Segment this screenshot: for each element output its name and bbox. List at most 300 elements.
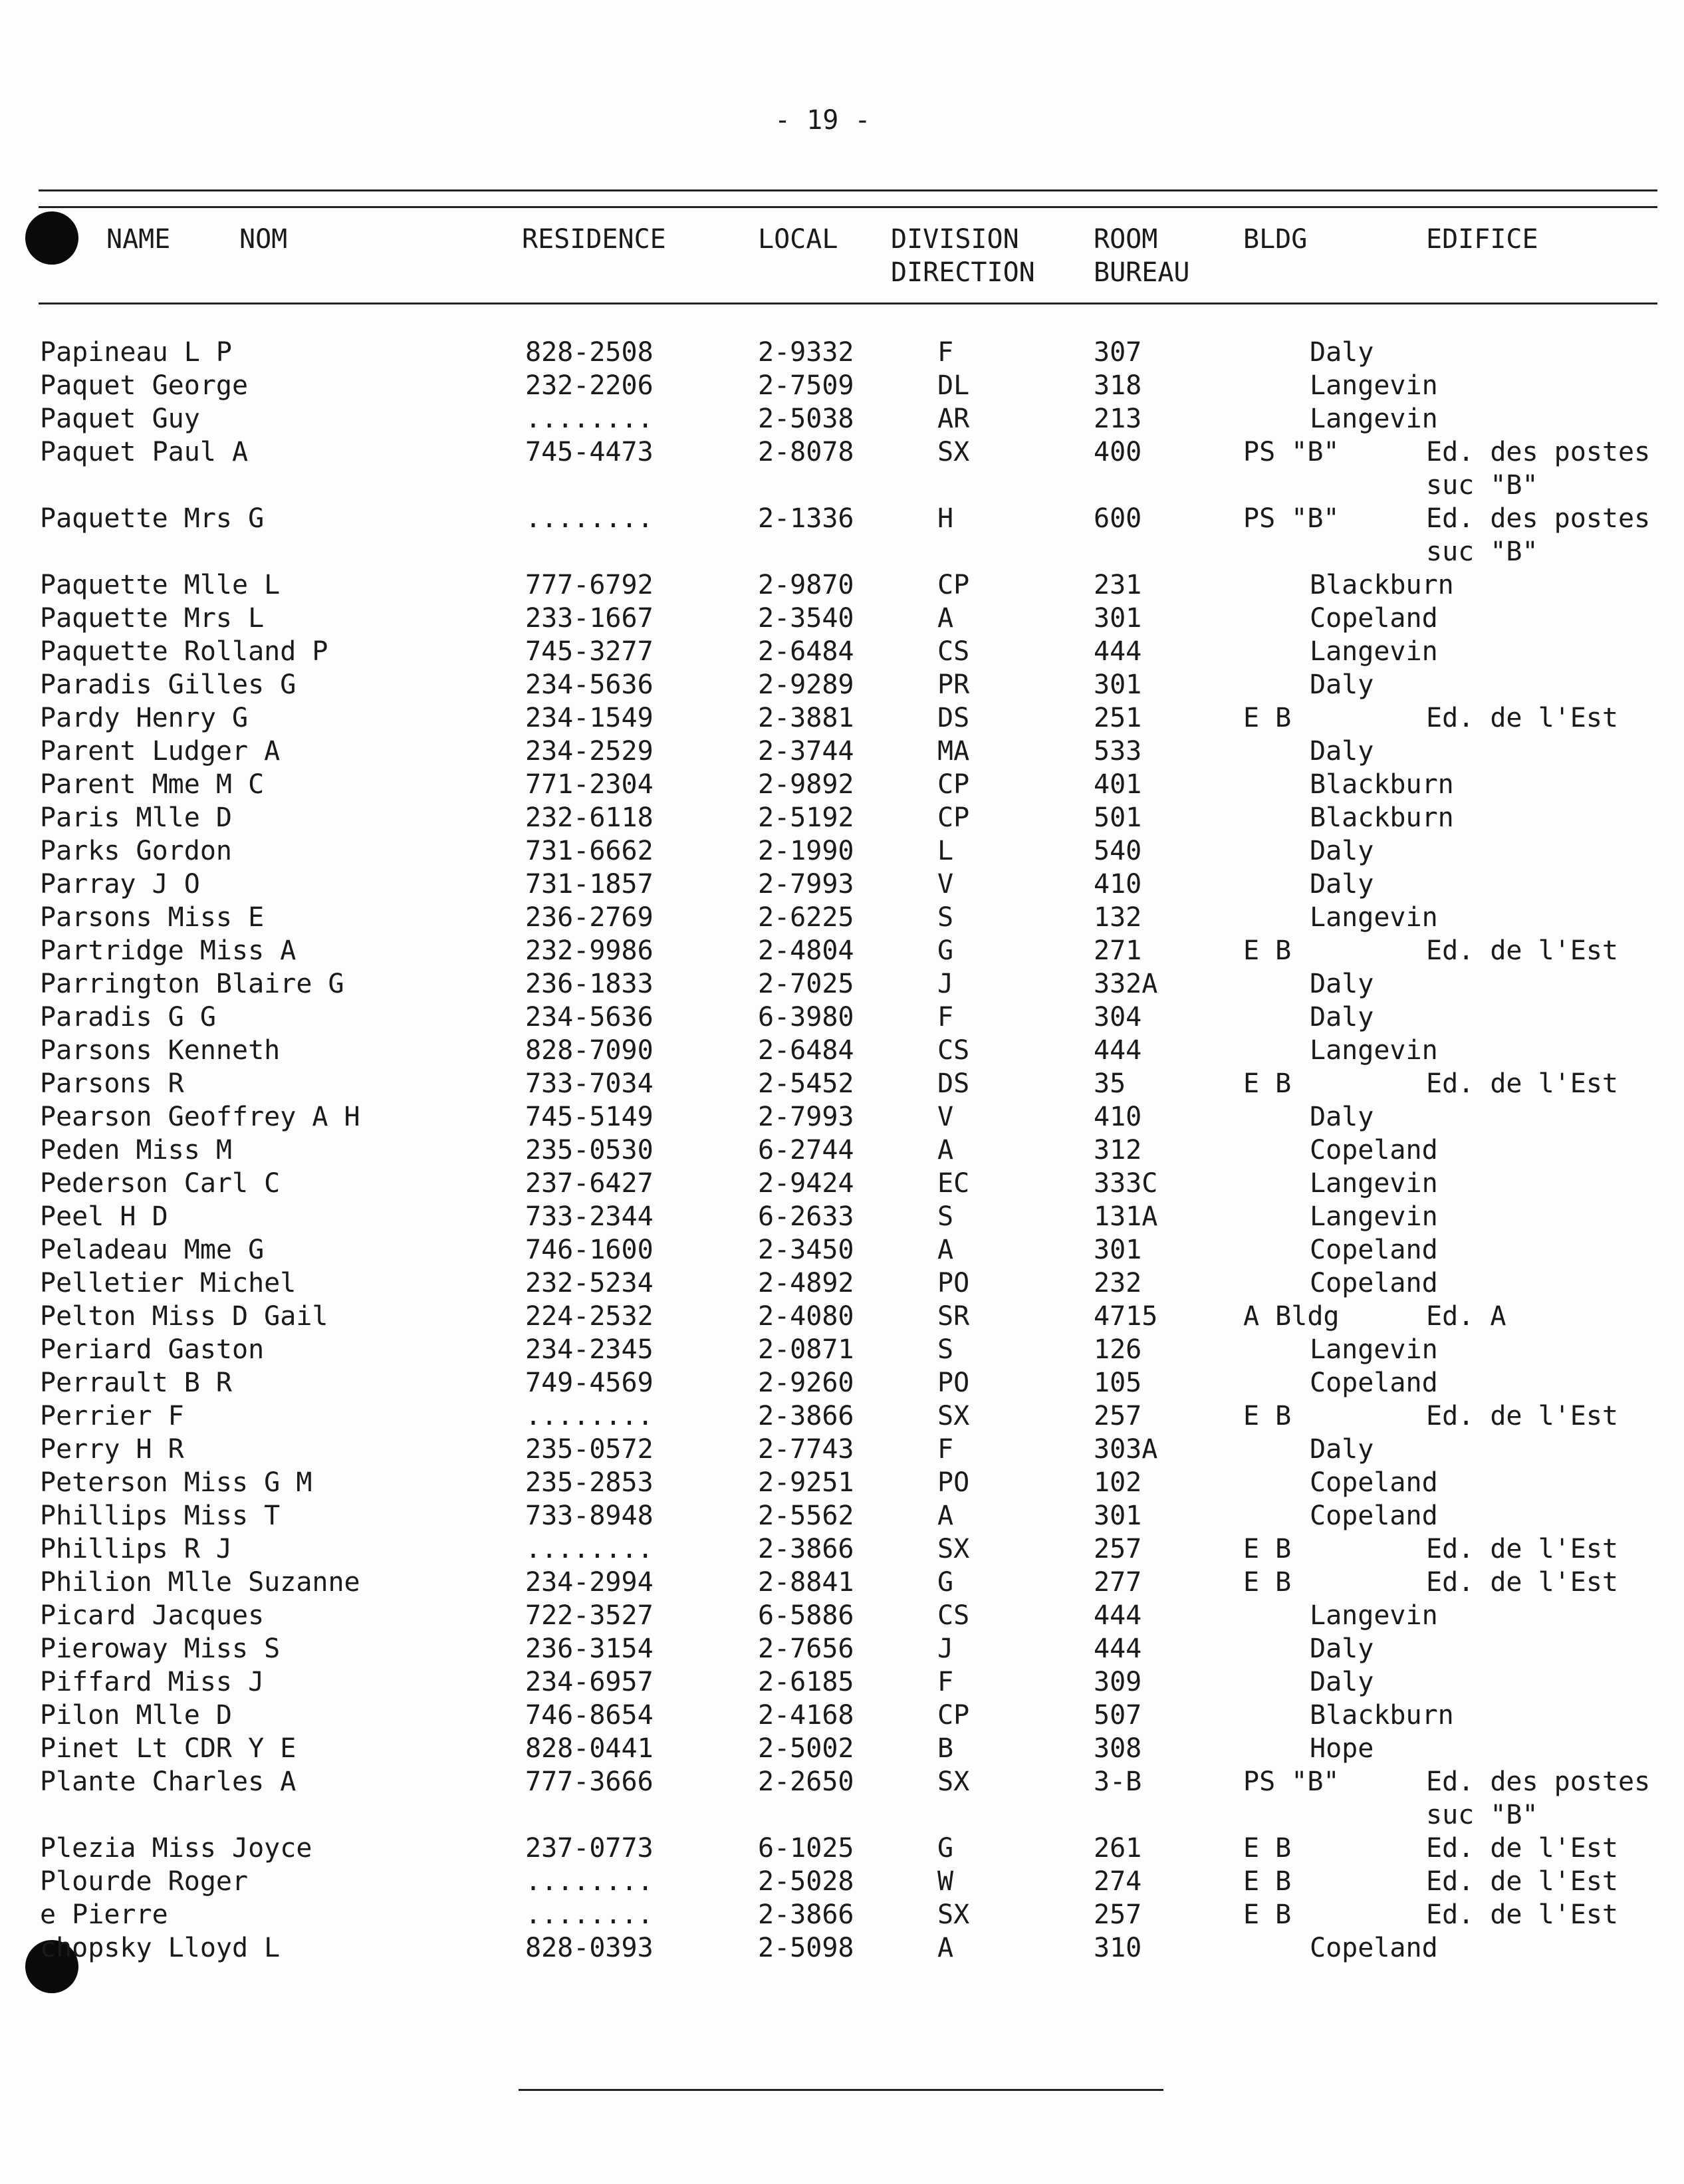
header-bldg: BLDG <box>1243 224 1308 255</box>
entry-residence: 828-0393 <box>525 1933 654 1963</box>
entry-residence: 771-2304 <box>525 769 654 800</box>
entry-room: 533 <box>1094 736 1142 767</box>
entry-local: 6-2633 <box>758 1201 854 1232</box>
entry-room: 257 <box>1094 1534 1142 1564</box>
table-row <box>0 768 1684 801</box>
entry-local: 2-1990 <box>758 836 854 866</box>
entry-room: 410 <box>1094 1102 1142 1132</box>
entry-local: 2-0871 <box>758 1334 854 1365</box>
entry-local: 2-3450 <box>758 1235 854 1265</box>
table-row <box>0 602 1684 635</box>
entry-room: 3-B <box>1094 1766 1142 1797</box>
entry-name: Phillips Miss T <box>40 1501 281 1531</box>
table-row <box>0 1267 1684 1300</box>
entry-edifice: Copeland <box>1310 1467 1438 1498</box>
entry-name: Parsons R <box>40 1068 184 1099</box>
header-direction: DIRECTION <box>891 257 1035 288</box>
entry-edifice: Langevin <box>1310 1035 1438 1066</box>
entry-name: Paquette Mlle L <box>40 570 281 600</box>
table-row <box>0 1532 1684 1566</box>
entry-room: 132 <box>1094 902 1142 933</box>
entry-division: EC <box>937 1168 970 1199</box>
entry-local: 2-7656 <box>758 1634 854 1664</box>
entry-name: Paradis G G <box>40 1002 216 1032</box>
entry-division: CP <box>937 802 970 833</box>
entry-name: Paquette Mrs L <box>40 603 265 634</box>
entry-division: A <box>937 1235 954 1265</box>
table-row <box>0 435 1684 501</box>
entry-residence: 733-8948 <box>525 1501 654 1531</box>
entry-name: Peladeau Mme G <box>40 1235 265 1265</box>
entry-edifice: Daly <box>1310 1434 1374 1465</box>
entry-name: Parray J O <box>40 869 200 900</box>
entry-local: 2-5562 <box>758 1501 854 1531</box>
entry-name: Periard Gaston <box>40 1334 265 1365</box>
entry-name: Pardy Henry G <box>40 703 249 733</box>
entry-edifice-line2: suc "B" <box>1426 470 1538 501</box>
entry-edifice: Daly <box>1310 736 1374 767</box>
entry-local: 2-2650 <box>758 1766 854 1797</box>
entry-edifice: Copeland <box>1310 1135 1438 1165</box>
header-edifice: EDIFICE <box>1426 224 1538 255</box>
table-row <box>0 1931 1684 1965</box>
entry-room: 307 <box>1094 337 1142 368</box>
entry-room: 126 <box>1094 1334 1142 1365</box>
entry-edifice: Daly <box>1310 1102 1374 1132</box>
entry-name: Phillips R J <box>40 1534 232 1564</box>
entry-edifice: Daly <box>1310 1002 1374 1032</box>
entry-edifice: Daly <box>1310 969 1374 999</box>
entry-name: Partridge Miss A <box>40 935 297 966</box>
entry-division: PO <box>937 1268 970 1298</box>
entry-name: Pieroway Miss S <box>40 1634 281 1664</box>
header-residence: RESIDENCE <box>522 224 666 255</box>
entry-room: 444 <box>1094 1600 1142 1631</box>
entry-edifice: Hope <box>1310 1733 1374 1764</box>
entry-name: Paquette Rolland P <box>40 636 328 667</box>
entry-room: 301 <box>1094 603 1142 634</box>
entry-room: 257 <box>1094 1401 1142 1431</box>
entry-edifice: Ed. de l'Est <box>1426 935 1618 966</box>
entry-residence: 234-2994 <box>525 1567 654 1598</box>
table-row <box>0 1134 1684 1167</box>
entry-local: 2-7743 <box>758 1434 854 1465</box>
entry-edifice: Daly <box>1310 1667 1374 1697</box>
entry-local: 2-4892 <box>758 1268 854 1298</box>
entry-name: Paradis Gilles G <box>40 669 297 700</box>
entry-name: Parks Gordon <box>40 836 232 866</box>
entry-division: SX <box>937 1534 970 1564</box>
table-row <box>0 1566 1684 1599</box>
entry-name: Paquet George <box>40 370 249 401</box>
entry-residence: 745-3277 <box>525 636 654 667</box>
entry-local: 2-4168 <box>758 1700 854 1731</box>
entry-room: 261 <box>1094 1833 1142 1864</box>
entry-residence: ........ <box>525 404 654 434</box>
entry-division: J <box>937 1634 954 1664</box>
table-row <box>0 1699 1684 1732</box>
table-row <box>0 1001 1684 1034</box>
entry-name: e Pierre <box>40 1899 168 1930</box>
table-row <box>0 402 1684 435</box>
entry-local: 2-3540 <box>758 603 854 634</box>
entry-local: 2-9870 <box>758 570 854 600</box>
entry-local: 2-4080 <box>758 1301 854 1332</box>
entry-division: F <box>937 1667 954 1697</box>
entry-local: 2-6225 <box>758 902 854 933</box>
entry-local: 2-1336 <box>758 503 854 534</box>
entry-name: Peel H D <box>40 1201 168 1232</box>
entry-residence: 232-2206 <box>525 370 654 401</box>
entry-residence: 745-5149 <box>525 1102 654 1132</box>
header-rule-bottom <box>39 303 1657 304</box>
entry-local: 2-3866 <box>758 1899 854 1930</box>
entry-residence: 224-2532 <box>525 1301 654 1332</box>
table-row <box>0 801 1684 834</box>
entry-room: 301 <box>1094 1501 1142 1531</box>
entry-room: 257 <box>1094 1899 1142 1930</box>
entry-edifice: Ed. de l'Est <box>1426 1866 1618 1897</box>
entry-edifice: Daly <box>1310 869 1374 900</box>
entry-edifice: Ed. de l'Est <box>1426 1068 1618 1099</box>
entry-residence: 233-1667 <box>525 603 654 634</box>
entry-division: A <box>937 1501 954 1531</box>
entry-local: 2-3866 <box>758 1534 854 1564</box>
entry-name: Papineau L P <box>40 337 232 368</box>
entry-division: W <box>937 1866 954 1897</box>
table-row <box>0 1599 1684 1632</box>
table-row <box>0 1067 1684 1100</box>
entry-edifice: Langevin <box>1310 404 1438 434</box>
entry-residence: 235-0572 <box>525 1434 654 1465</box>
entry-residence: 746-1600 <box>525 1235 654 1265</box>
entry-residence: 731-6662 <box>525 836 654 866</box>
entry-name: Paris Mlle D <box>40 802 232 833</box>
table-row <box>0 635 1684 668</box>
entry-room: 271 <box>1094 935 1142 966</box>
entry-division: SX <box>937 437 970 467</box>
table-row <box>0 1333 1684 1366</box>
entry-division: MA <box>937 736 970 767</box>
entry-division: CS <box>937 636 970 667</box>
entry-name: Pearson Geoffrey A H <box>40 1102 360 1132</box>
entry-local: 2-9251 <box>758 1467 854 1498</box>
entry-room: 301 <box>1094 1235 1142 1265</box>
entry-building: E B <box>1243 1534 1292 1564</box>
entry-local: 6-2744 <box>758 1135 854 1165</box>
entry-residence: 733-7034 <box>525 1068 654 1099</box>
entry-residence: 236-2769 <box>525 902 654 933</box>
entry-name: Perrier F <box>40 1401 184 1431</box>
entry-division: G <box>937 1833 954 1864</box>
table-row <box>0 1499 1684 1532</box>
entry-residence: ........ <box>525 1534 654 1564</box>
entry-residence: 828-7090 <box>525 1035 654 1066</box>
entry-division: A <box>937 1135 954 1165</box>
entry-division: J <box>937 969 954 999</box>
table-row <box>0 701 1684 735</box>
entry-edifice: Ed. de l'Est <box>1426 1899 1618 1930</box>
entry-room: 444 <box>1094 1634 1142 1664</box>
entry-room: 444 <box>1094 636 1142 667</box>
entry-division: S <box>937 902 954 933</box>
entry-room: 309 <box>1094 1667 1142 1697</box>
entry-room: 301 <box>1094 669 1142 700</box>
table-row <box>0 1665 1684 1699</box>
entry-room: 507 <box>1094 1700 1142 1731</box>
entry-division: SR <box>937 1301 970 1332</box>
entry-room: 35 <box>1094 1068 1126 1099</box>
entry-room: 232 <box>1094 1268 1142 1298</box>
entry-name: Piffard Miss J <box>40 1667 265 1697</box>
entry-division: SX <box>937 1899 970 1930</box>
entry-edifice: Ed. de l'Est <box>1426 1534 1618 1564</box>
entry-residence: 733-2344 <box>525 1201 654 1232</box>
entry-residence: 234-2345 <box>525 1334 654 1365</box>
entry-room: 312 <box>1094 1135 1142 1165</box>
entry-local: 2-9332 <box>758 337 854 368</box>
entry-name: Plezia Miss Joyce <box>40 1833 312 1864</box>
entry-division: CP <box>937 570 970 600</box>
entry-name: Pederson Carl C <box>40 1168 281 1199</box>
entry-edifice: Blackburn <box>1310 1700 1454 1731</box>
entry-building: A Bldg <box>1243 1301 1340 1332</box>
header-division: DIVISION <box>891 224 1019 255</box>
entry-residence: 234-1549 <box>525 703 654 733</box>
entry-edifice: Langevin <box>1310 370 1438 401</box>
entry-name: Parent Ludger A <box>40 736 281 767</box>
entry-residence: 828-0441 <box>525 1733 654 1764</box>
entry-residence: 236-1833 <box>525 969 654 999</box>
entry-edifice: Copeland <box>1310 1501 1438 1531</box>
table-row <box>0 901 1684 934</box>
entry-residence: 722-3527 <box>525 1600 654 1631</box>
entry-edifice: Blackburn <box>1310 570 1454 600</box>
entry-room: 277 <box>1094 1567 1142 1598</box>
entry-edifice: Ed. des postes <box>1426 503 1651 534</box>
table-row <box>0 1765 1684 1830</box>
entry-edifice: Blackburn <box>1310 769 1454 800</box>
entry-edifice: Daly <box>1310 836 1374 866</box>
page-number: - 19 - <box>775 105 871 136</box>
entry-local: 6-1025 <box>758 1833 854 1864</box>
entry-residence: 777-3666 <box>525 1766 654 1797</box>
entry-building: E B <box>1243 703 1292 733</box>
entry-residence: 232-5234 <box>525 1268 654 1298</box>
entry-local: 2-5028 <box>758 1866 854 1897</box>
entry-name: Peterson Miss G M <box>40 1467 312 1498</box>
entry-building: E B <box>1243 935 1292 966</box>
entry-local: 2-9260 <box>758 1368 854 1398</box>
table-row <box>0 868 1684 901</box>
entry-division: H <box>937 503 954 534</box>
entry-edifice: Copeland <box>1310 1268 1438 1298</box>
entry-residence: ........ <box>525 1899 654 1930</box>
entry-residence: 234-5636 <box>525 669 654 700</box>
table-row <box>0 668 1684 701</box>
entry-name: Pinet Lt CDR Y E <box>40 1733 297 1764</box>
entry-division: A <box>937 603 954 634</box>
table-row <box>0 1865 1684 1898</box>
table-row <box>0 1898 1684 1931</box>
entry-building: E B <box>1243 1567 1292 1598</box>
entry-edifice: Ed. de l'Est <box>1426 703 1618 733</box>
entry-room: 308 <box>1094 1733 1142 1764</box>
entry-division: S <box>937 1201 954 1232</box>
entry-division: F <box>937 337 954 368</box>
entry-edifice: Langevin <box>1310 1600 1438 1631</box>
entry-room: 102 <box>1094 1467 1142 1498</box>
table-row <box>0 1832 1684 1865</box>
entry-residence: 232-6118 <box>525 802 654 833</box>
entry-local: 2-6484 <box>758 1035 854 1066</box>
entry-residence: 234-2529 <box>525 736 654 767</box>
entry-division: F <box>937 1434 954 1465</box>
entry-residence: 237-6427 <box>525 1168 654 1199</box>
entry-residence: 235-2853 <box>525 1467 654 1498</box>
entry-local: 2-5098 <box>758 1933 854 1963</box>
entry-room: 304 <box>1094 1002 1142 1032</box>
entry-division: S <box>937 1334 954 1365</box>
punch-hole <box>25 211 78 265</box>
entry-edifice: Daly <box>1310 669 1374 700</box>
entry-name: Paquette Mrs G <box>40 503 265 534</box>
entry-name: chopsky Lloyd L <box>40 1933 281 1963</box>
entry-edifice-line2: suc "B" <box>1426 1800 1538 1830</box>
entry-name: Perry H R <box>40 1434 184 1465</box>
entry-room: 600 <box>1094 503 1142 534</box>
table-row <box>0 735 1684 768</box>
entry-room: 251 <box>1094 703 1142 733</box>
entry-residence: 749-4569 <box>525 1368 654 1398</box>
entry-name: Pilon Mlle D <box>40 1700 232 1731</box>
header-room: ROOM <box>1094 224 1158 255</box>
table-row <box>0 502 1684 567</box>
entry-division: CS <box>937 1035 970 1066</box>
entry-local: 2-8841 <box>758 1567 854 1598</box>
entry-room: 4715 <box>1094 1301 1158 1332</box>
entry-building: PS "B" <box>1243 1766 1340 1797</box>
table-row <box>0 834 1684 868</box>
entry-division: B <box>937 1733 954 1764</box>
entry-edifice: Copeland <box>1310 1235 1438 1265</box>
entry-local: 2-9424 <box>758 1168 854 1199</box>
table-row <box>0 1433 1684 1466</box>
entry-name: Plourde Roger <box>40 1866 249 1897</box>
entry-local: 2-4804 <box>758 935 854 966</box>
entry-division: SX <box>937 1401 970 1431</box>
table-row <box>0 1366 1684 1399</box>
entry-local: 2-8078 <box>758 437 854 467</box>
table-row <box>0 1233 1684 1267</box>
entry-name: Perrault B R <box>40 1368 232 1398</box>
header-name: NAME <box>106 224 171 255</box>
entry-building: E B <box>1243 1899 1292 1930</box>
entry-name: Parsons Miss E <box>40 902 265 933</box>
entry-edifice: Daly <box>1310 337 1374 368</box>
entry-local: 2-7025 <box>758 969 854 999</box>
entry-division: SX <box>937 1766 970 1797</box>
table-row <box>0 568 1684 602</box>
entry-residence: ........ <box>525 503 654 534</box>
table-row <box>0 369 1684 402</box>
entry-residence: 828-2508 <box>525 337 654 368</box>
entry-name: Paquet Guy <box>40 404 200 434</box>
entry-division: F <box>937 1002 954 1032</box>
entry-division: DS <box>937 703 970 733</box>
entry-room: 401 <box>1094 769 1142 800</box>
entry-edifice: Blackburn <box>1310 802 1454 833</box>
entry-room: 318 <box>1094 370 1142 401</box>
entry-room: 501 <box>1094 802 1142 833</box>
entry-division: AR <box>937 404 970 434</box>
entry-residence: 237-0773 <box>525 1833 654 1864</box>
footer-rule <box>519 2089 1163 2091</box>
entry-name: Plante Charles A <box>40 1766 297 1797</box>
entry-residence: 731-1857 <box>525 869 654 900</box>
table-row <box>0 1300 1684 1333</box>
entry-room: 231 <box>1094 570 1142 600</box>
entry-residence: 235-0530 <box>525 1135 654 1165</box>
table-row <box>0 1200 1684 1233</box>
entry-local: 2-7993 <box>758 1102 854 1132</box>
table-row <box>0 1100 1684 1134</box>
entry-building: E B <box>1243 1068 1292 1099</box>
entry-edifice: Ed. A <box>1426 1301 1506 1332</box>
entry-division: PO <box>937 1368 970 1398</box>
entry-room: 400 <box>1094 437 1142 467</box>
table-row <box>0 1732 1684 1765</box>
header-rule-top-2 <box>39 206 1657 208</box>
entry-local: 2-5452 <box>758 1068 854 1099</box>
header-nom: NOM <box>239 224 288 255</box>
entry-division: CP <box>937 1700 970 1731</box>
entry-edifice: Langevin <box>1310 1201 1438 1232</box>
entry-division: A <box>937 1933 954 1963</box>
entry-room: 310 <box>1094 1933 1142 1963</box>
entry-edifice: Copeland <box>1310 1933 1438 1963</box>
entry-residence: 745-4473 <box>525 437 654 467</box>
header-local: LOCAL <box>758 224 838 255</box>
entry-local: 2-3866 <box>758 1401 854 1431</box>
entry-name: Peden Miss M <box>40 1135 232 1165</box>
entry-local: 2-6484 <box>758 636 854 667</box>
entry-division: PO <box>937 1467 970 1498</box>
entry-edifice-line2: suc "B" <box>1426 537 1538 567</box>
entry-local: 6-3980 <box>758 1002 854 1032</box>
entry-building: PS "B" <box>1243 437 1340 467</box>
entry-room: 333C <box>1094 1168 1158 1199</box>
entry-room: 444 <box>1094 1035 1142 1066</box>
entry-name: Parsons Kenneth <box>40 1035 281 1066</box>
entry-local: 2-9892 <box>758 769 854 800</box>
entry-division: CP <box>937 769 970 800</box>
table-row <box>0 336 1684 369</box>
entry-division: CS <box>937 1600 970 1631</box>
entry-building: E B <box>1243 1401 1292 1431</box>
entry-local: 2-5192 <box>758 802 854 833</box>
entry-edifice: Ed. de l'Est <box>1426 1833 1618 1864</box>
entry-division: DS <box>937 1068 970 1099</box>
entry-residence: 234-5636 <box>525 1002 654 1032</box>
entry-residence: 234-6957 <box>525 1667 654 1697</box>
entry-name: Pelton Miss D Gail <box>40 1301 328 1332</box>
entry-edifice: Copeland <box>1310 1368 1438 1398</box>
entry-residence: 236-3154 <box>525 1634 654 1664</box>
entry-edifice: Copeland <box>1310 603 1438 634</box>
entry-local: 2-6185 <box>758 1667 854 1697</box>
entry-local: 2-7509 <box>758 370 854 401</box>
